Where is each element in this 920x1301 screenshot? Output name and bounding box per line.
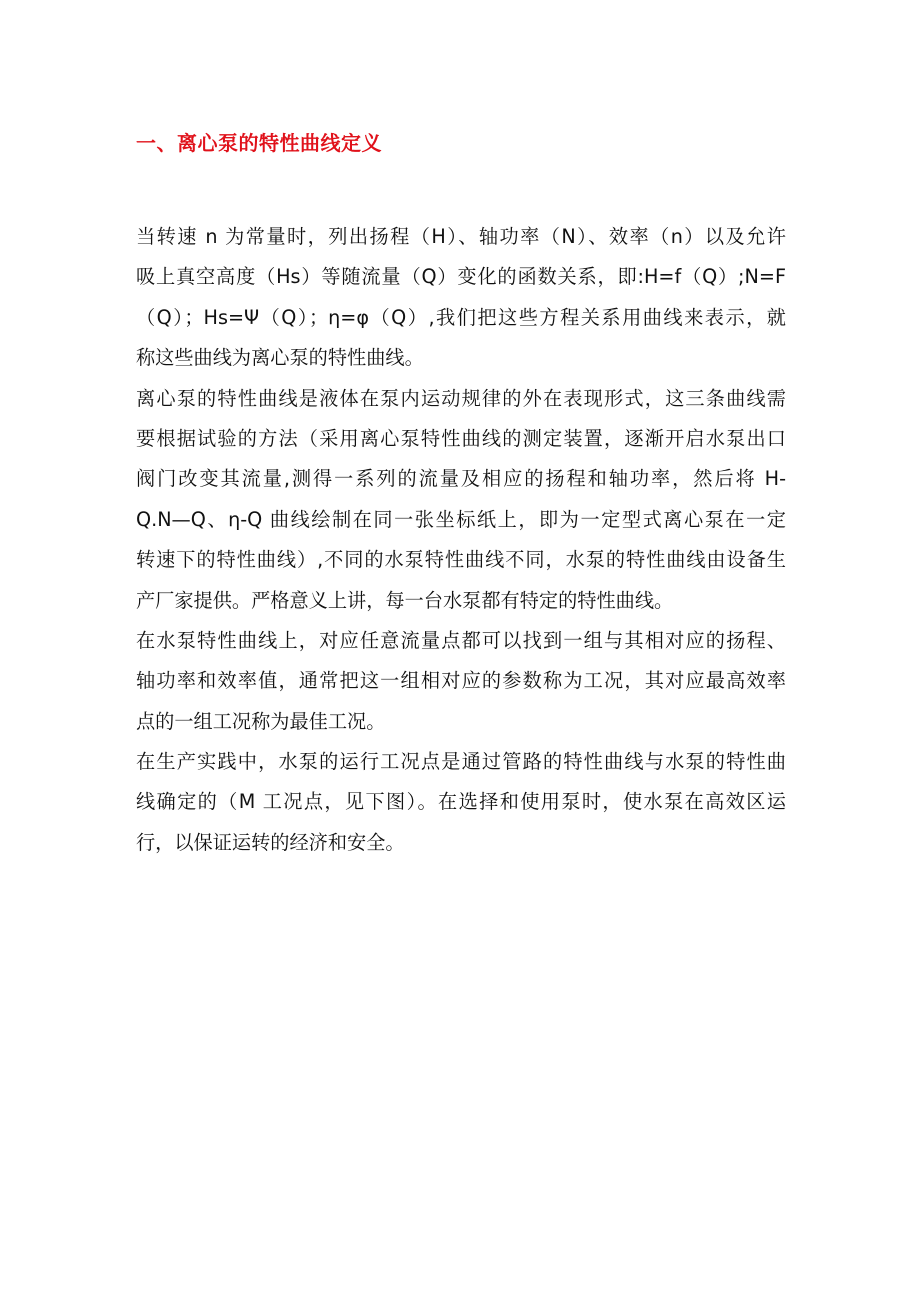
paragraph-line: Q.N—Q、η-Q 曲线绘制在同一张坐标纸上，即为一定型式离心泵在一定 [136,507,786,531]
paragraph-line: 要根据试验的方法（采用离心泵特性曲线的测定装置，逐渐开启水泵出口 [136,426,786,450]
paragraph-line: 离心泵的特性曲线是液体在泵内运动规律的外在表现形式，这三条曲线需 [136,386,786,410]
paragraph-line: 当转速 n 为常量时，列出扬程（H）、轴功率（N）、效率（n）以及允许 [136,225,786,248]
paragraph-line: 转速下的特性曲线）,不同的水泵特性曲线不同，水泵的特性曲线由设备生 [136,548,786,572]
paragraph-line: 称这些曲线为离心泵的特性曲线。 [136,346,424,370]
paragraph-line: 轴功率和效率值，通常把这一组相对应的参数称为工况，其对应最高效率 [136,669,786,693]
paragraph [136,621,786,742]
paragraph [136,217,786,379]
paragraph-line: 在生产实践中，水泵的运行工况点是通过管路的特性曲线与水泵的特性曲 [136,750,786,774]
body-text [136,217,786,863]
paragraph-line: 阀门改变其流量,测得一系列的流量及相应的扬程和轴功率，然后将 H- [136,467,786,491]
paragraph [136,379,786,621]
paragraph-line: 行，以保证运转的经济和安全。 [136,830,405,854]
section-heading: 一、离心泵的特性曲线定义 [136,131,382,155]
paragraph-line: （Q）；Hs=Ψ（Q）；η=φ（Q）,我们把这些方程关系用曲线来表示，就 [136,305,786,329]
paragraph-line: 产厂家提供。严格意义上讲，每一台水泵都有特定的特性曲线。 [136,588,674,612]
paragraph-line: 吸上真空高度（Hs）等随流量（Q）变化的函数关系，即:H=f（Q）;N=F [136,265,786,289]
paragraph-line: 点的一组工况称为最佳工况。 [136,709,386,733]
paragraph [136,742,786,863]
paragraph-line: 线确定的（M 工况点，见下图）。在选择和使用泵时，使水泵在高效区运 [136,790,786,814]
paragraph-line: 在水泵特性曲线上，对应任意流量点都可以找到一组与其相对应的扬程、 [136,628,786,652]
